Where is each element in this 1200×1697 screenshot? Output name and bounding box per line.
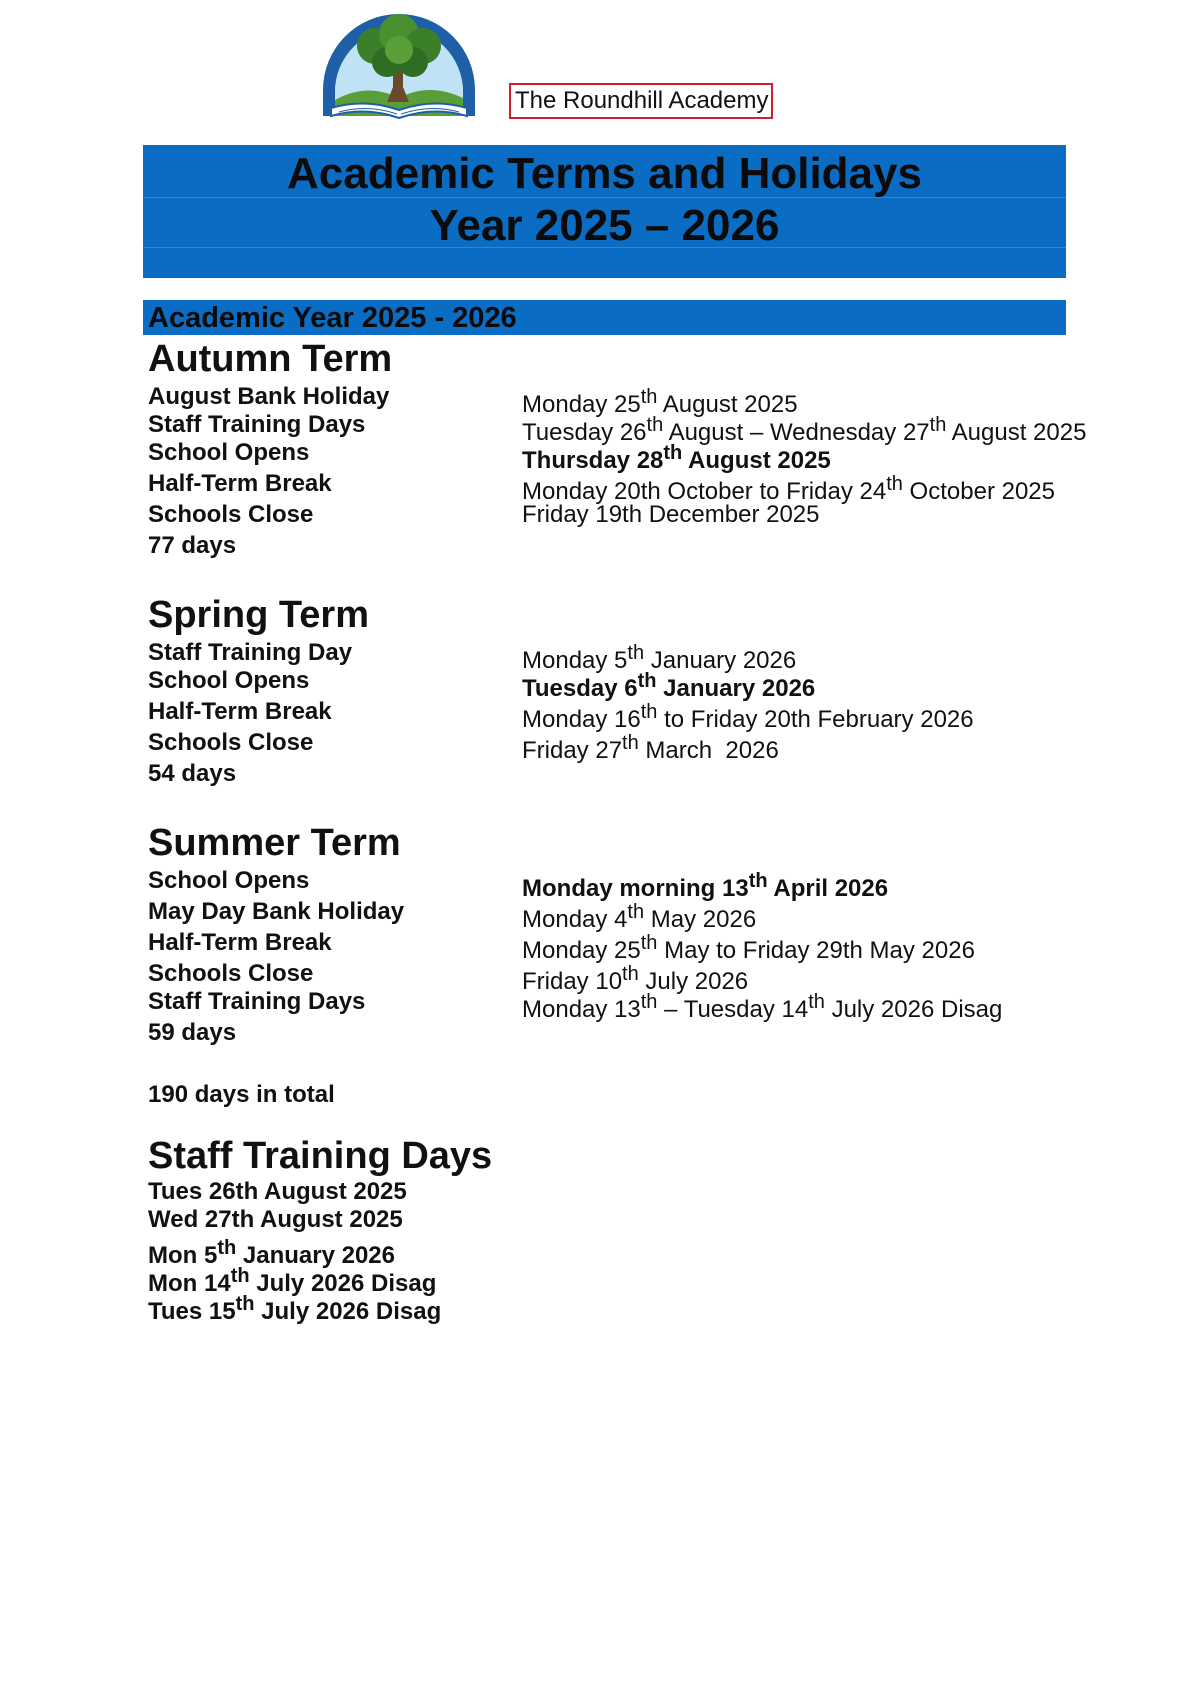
training-day-item: Tues 26th August 2025 [148, 1178, 407, 1205]
row-label: Half-Term Break [148, 698, 332, 725]
row-value: Thursday 28th August 2025 [522, 442, 831, 474]
row-label: School Opens [148, 439, 310, 466]
summer-row [148, 867, 1108, 902]
row-label: Staff Training Days [148, 988, 366, 1015]
autumn-row [148, 411, 1108, 446]
training-day-item: Mon 5th January 2026 [148, 1237, 395, 1269]
summer-row [148, 988, 1108, 1023]
row-value: Monday 20th October to Friday 24th October 2025 [522, 473, 1055, 505]
row-value: Tuesday 6th January 2026 [522, 670, 816, 702]
spring-row [148, 729, 1108, 764]
summer-term-title: Summer Term [148, 822, 401, 864]
row-label: Schools Close [148, 960, 314, 987]
row-value: Friday 27th March 2026 [522, 732, 779, 764]
row-value: Monday 16th to Friday 20th February 2026 [522, 701, 974, 733]
row-value: Monday morning 13th April 2026 [522, 870, 889, 902]
spring-term-title: Spring Term [148, 594, 369, 636]
training-day-item: Mon 14th July 2026 Disag [148, 1265, 437, 1297]
spring-row [148, 698, 1108, 733]
row-value: Monday 25th August 2025 [522, 386, 798, 418]
spring-row [148, 667, 1108, 702]
training-day-item: Wed 27th August 2025 [148, 1206, 403, 1233]
autumn-days-count: 77 days [148, 532, 237, 559]
row-value: Monday 5th January 2026 [522, 642, 797, 674]
row-label: School Opens [148, 667, 310, 694]
row-label: August Bank Holiday [148, 383, 390, 410]
row-label: Staff Training Days [148, 411, 366, 438]
total-days: 190 days in total [148, 1081, 335, 1108]
row-value: Friday 19th December 2025 [522, 501, 820, 528]
row-label: School Opens [148, 867, 310, 894]
autumn-row [148, 383, 1108, 418]
spring-row [148, 639, 1108, 674]
row-label: Schools Close [148, 501, 314, 528]
spring-days-count: 54 days [148, 760, 237, 787]
staff-training-title: Staff Training Days [148, 1135, 493, 1177]
document-year: Year 2025 – 2026 [429, 201, 780, 250]
autumn-row [148, 439, 1108, 474]
row-value: Monday 13th – Tuesday 14th July 2026 Disag [522, 991, 1003, 1023]
row-label: May Day Bank Holiday [148, 898, 405, 925]
summer-row [148, 960, 1108, 995]
row-value: Tuesday 26th August – Wednesday 27th August 2025 [522, 414, 1087, 446]
academic-year-banner [143, 300, 1066, 335]
autumn-row [148, 501, 1108, 529]
autumn-term-title: Autumn Term [148, 338, 393, 380]
row-label: Schools Close [148, 729, 314, 756]
school-logo [317, 12, 481, 124]
row-value: Monday 4th May 2026 [522, 901, 757, 933]
row-label: Half-Term Break [148, 470, 332, 497]
summer-row [148, 898, 1108, 933]
training-day-item: Tues 15th July 2026 Disag [148, 1293, 442, 1325]
summer-days-count: 59 days [148, 1019, 237, 1046]
row-label: Staff Training Day [148, 639, 353, 666]
document-title: Academic Terms and Holidays [287, 149, 922, 198]
autumn-row [148, 470, 1108, 505]
summer-row [148, 929, 1108, 964]
row-value: Friday 10th July 2026 [522, 963, 749, 995]
row-label: Half-Term Break [148, 929, 332, 956]
row-value: Monday 25th May to Friday 29th May 2026 [522, 932, 975, 964]
title-banner [143, 145, 1066, 278]
academic-year-label: Academic Year 2025 - 2026 [148, 302, 517, 334]
school-name-box: The Roundhill Academy [509, 83, 773, 119]
tree-book-crest-icon [317, 12, 481, 124]
